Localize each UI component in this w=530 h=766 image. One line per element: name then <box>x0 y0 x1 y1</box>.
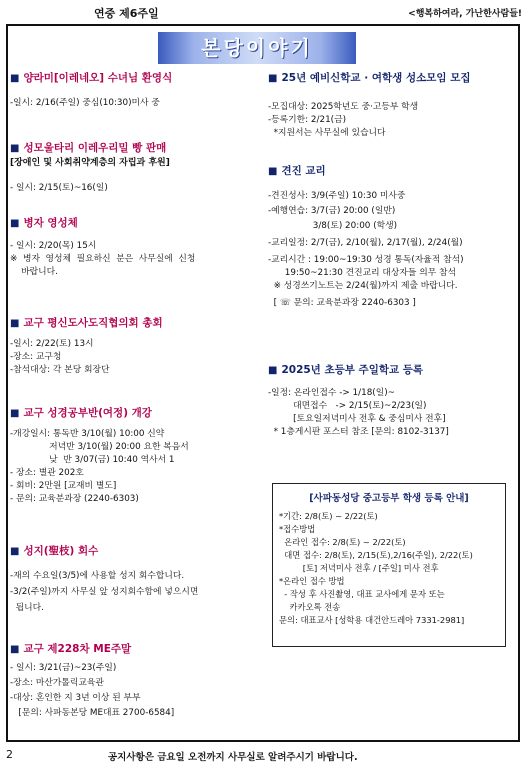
section-line: ※ 병자 영성체 필요하신 분은 사무실에 신청 <box>10 254 196 264</box>
section-line: -교리일정: 2/7(금), 2/10(월), 2/17(월), 2/24(월) <box>268 238 463 248</box>
section-line: -모집대상: 2025학년도 중·고등부 학생 <box>268 102 419 112</box>
section-title: 교구 평신도사도직협의회 총회 <box>23 317 163 329</box>
section-subtitle: [장애인 및 사회취약계층의 자립과 후원] <box>10 158 170 168</box>
square-bullet-icon: ■ <box>10 73 20 84</box>
square-bullet-icon: ■ <box>268 166 278 177</box>
section-line: - 일시: 2/15(토)~16(일) <box>10 183 108 193</box>
footer <box>0 748 530 766</box>
announcement-bible-study <box>10 405 265 506</box>
section-line: 됩니다. <box>10 603 44 613</box>
square-bullet-icon: ■ <box>268 73 278 84</box>
box-line: 카카오톡 전송 <box>279 602 341 612</box>
box-line: [토] 저녁미사 전후 / [주일] 미사 전후 <box>279 563 439 573</box>
motto-label: <행복하여라, 가난한사람들! <box>408 9 522 19</box>
announcement-sunday-school <box>268 362 518 439</box>
section-line: *지원서는 사무실에 있습니다 <box>268 128 386 138</box>
section-line: [ ☏ 문의: 교육분과장 2240-6303 ] <box>268 298 416 308</box>
section-title: 교구 제228차 ME주말 <box>23 643 132 655</box>
section-line: 저녁반 3/10(월) 20:00 요한 복음서 <box>10 442 189 452</box>
page-number: 2 <box>6 748 13 761</box>
section-title: 25년 예비신학교 · 여학생 성소모임 모집 <box>281 72 471 84</box>
section-title: 교구 성경공부반(여정) 개강 <box>23 407 152 419</box>
announcement-palm-return <box>10 543 265 615</box>
section-line: * 1층게시판 포스터 참조 [문의: 8102-3137] <box>268 427 449 437</box>
section-title: 성지(聖枝) 회수 <box>23 545 99 557</box>
square-bullet-icon: ■ <box>10 143 20 154</box>
announcement-welcome <box>10 70 265 110</box>
section-line: -일시: 2/16(주일) 중심(10:30)미사 중 <box>10 98 160 108</box>
section-line: -참석대상: 각 본당 회장단 <box>10 365 110 375</box>
youth-registration-box <box>272 483 506 647</box>
sunday-label: 연중 제6주일 <box>94 7 159 20</box>
section-title: 병자 영성체 <box>23 217 78 229</box>
section-line: -장소: 마산가톨릭교육관 <box>10 678 104 688</box>
box-title: [사파동성당 중고등부 학생 등록 안내] <box>309 493 469 504</box>
section-line: -재의 수요일(3/5)에 사용할 성지 회수합니다. <box>10 571 185 581</box>
announcement-seminary <box>268 70 518 140</box>
section-line: ※ 성경쓰기노트는 2/24(월)까지 제출 바랍니다. <box>268 281 458 291</box>
section-line: - 장소: 별관 202호 <box>10 468 84 478</box>
section-line: -대상: 혼인한 지 3년 이상 된 부부 <box>10 693 141 703</box>
square-bullet-icon: ■ <box>268 365 278 376</box>
section-line: - 문의: 교육분과장 (2240-6303) <box>10 494 139 504</box>
square-bullet-icon: ■ <box>10 546 20 557</box>
box-line: 대면 접수: 2/8(토), 2/15(토),2/16(주일), 2/22(토) <box>279 550 473 560</box>
square-bullet-icon: ■ <box>10 644 20 655</box>
section-line: -3/2(주일)까지 사무실 앞 성지회수함에 넣으시면 <box>10 587 199 597</box>
section-line: - 회비: 2만원 [교재비 별도] <box>10 481 117 491</box>
square-bullet-icon: ■ <box>10 318 20 329</box>
section-line: -일시: 2/22(토) 13시 <box>10 339 94 349</box>
box-line: *온라인 접수 방법 <box>279 576 345 586</box>
page-banner <box>158 32 356 64</box>
section-line: - 일시: 2/20(목) 15시 <box>10 241 97 251</box>
section-line: -등록기한: 2/21(금) <box>268 115 347 125</box>
square-bullet-icon: ■ <box>10 408 20 419</box>
section-line: 대면접수 -> 2/15(토)~2/23(일) <box>268 401 427 411</box>
section-line: 3/8(토) 20:00 (학생) <box>268 221 398 231</box>
section-line: 낮 반 3/07(금) 10:40 역사서 1 <box>10 455 175 465</box>
box-line: - 작성 후 사진촬영, 대표 교사에게 문자 또는 <box>279 589 445 599</box>
announcement-lay-council <box>10 315 265 377</box>
section-title: 양라미[이레네오] 수녀님 환영식 <box>23 72 173 84</box>
banner-title: 본당이야기 <box>201 36 313 60</box>
section-line: -일정: 온라인접수 -> 1/18(일)~ <box>268 388 396 398</box>
section-line: 19:50~21:30 견진교리 대상자들 의무 참석 <box>268 268 457 278</box>
section-title: 견진 교리 <box>281 165 326 177</box>
section-line: -장소: 교구청 <box>10 352 62 362</box>
footer-note: 공지사항은 금요일 오전까지 사무실로 알려주시기 바랍니다. <box>108 752 358 763</box>
announcement-confirmation <box>268 163 518 310</box>
section-line: -개강일시: 통독반 3/10(월) 10:00 신약 <box>10 429 165 439</box>
section-line: -교리시간 : 19:00~19:30 성경 통독(자율적 참석) <box>268 255 464 265</box>
section-title: 2025년 초등부 주일학교 등록 <box>281 364 424 376</box>
section-line: 바랍니다. <box>10 267 58 277</box>
section-line: -견진성사: 3/9(주일) 10:30 미사중 <box>268 191 406 201</box>
box-line: 문의: 대표교사 [성학용 대건안드레아 7331-2981] <box>279 615 465 625</box>
box-line: *기간: 2/8(토) ~ 2/22(토) <box>279 511 378 521</box>
section-line: [문의: 사파동본당 ME대표 2700-6584] <box>10 708 175 718</box>
announcement-sick-communion <box>10 215 265 279</box>
box-line: 온라인 접수: 2/8(토) ~ 2/22(토) <box>279 537 406 547</box>
top-header <box>6 3 524 21</box>
section-title: 성모울타리 이레우리밀 빵 판매 <box>23 142 167 154</box>
square-bullet-icon: ■ <box>10 218 20 229</box>
section-line: - 일시: 3/21(금)~23(주일) <box>10 663 117 673</box>
section-line: [토요일저녁미사 전후 & 중심미사 전후] <box>268 414 446 424</box>
announcement-me-weekend <box>10 641 265 720</box>
announcement-bread-sale <box>10 140 265 195</box>
box-line: *접수방법 <box>279 524 316 534</box>
section-line: -예행연습: 3/7(금) 20:00 (일반) <box>268 206 396 216</box>
